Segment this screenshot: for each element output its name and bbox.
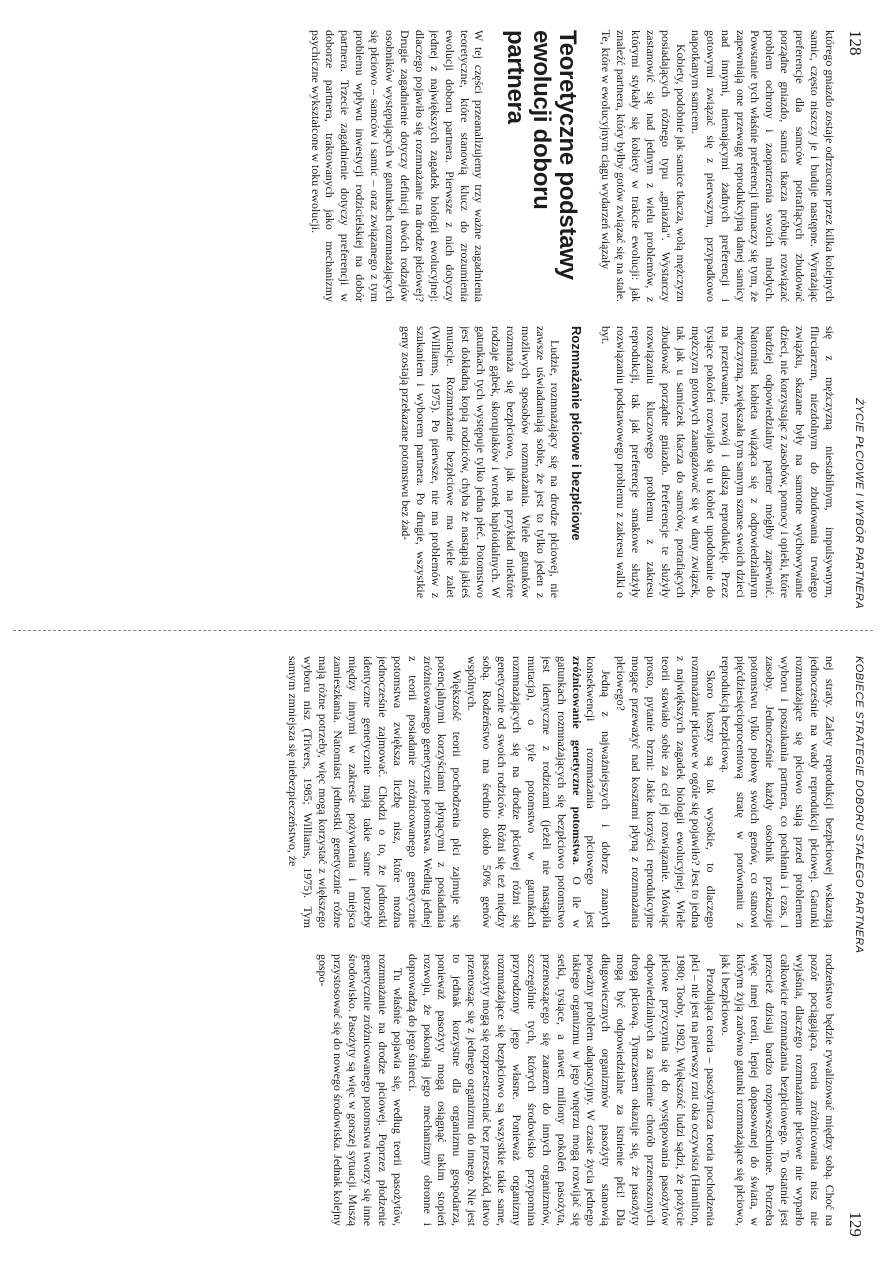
paragraph: się z mężczyzną niestabilnym, impulsywnym, flirciarzem, niezdolnym do zbudowania trwałego związku, skazane były na samotne wychowywanie dzieci, nie korzystając z zasobów, pomocy i opieki, które bardziej odpowiedzialny partner mógłby zapewnić. Natomiast kobieta wiążąca się z odpowiedzialnym mężczyzną, zwiększała tym samym szanse swoich dzieci na przetrwanie, rozwój i dalszą reprodukcję. Przez tysiące pokoleń rozwijało się u kobiet upodobanie do mężczyzn gotowych zaangażować się w dany związek, tak jak u samiczek tkacza do samców, potrafiących zbudować porządne gniazdo. Preferencje te służyły rozwiązaniu kluczowego problemu z zakresu reprodukcji, tak jak preferencje smakowe służyły rozwiązaniu podstawowego problemu z zakresu walki o byt.	[599, 326, 837, 598]
running-head: KOBIECE STRATEGIE DOBORU STAŁEGO PARTNERA	[853, 656, 865, 954]
spine-divider	[13, 630, 873, 631]
paragraph: Większość teorii pochodzenia płci zajmuje się potencjalnymi korzyściami płynącymi z posiadania zróżnicowanego genetycznie potomstwa. Według jednej z teorii posiadanie zróżnicowanego genetycznie potomstwa zwiększa liczbę nisz, które można jednocześnie zajmować. Chodzi o to, że jednostki identyczne genetycznie mają takie same potrzeby między innymi w zakresie pożywienia i miejsca zamieszkania. Natomiast jednostki genetycznie różne mają różne potrzeby, więc mogą korzystać z większego wyboru nisz (Trivers, 1985; Williams, 1975). Tym samym zmniejsza się niebezpieczeństwo, że	[286, 656, 465, 928]
text-run: . O ile w gatunkach rozmnażających się bezpłciowo potomstwo jest identyczne z rodzicami (jeżeli nie nastąpiła mutacja), o tyle potomstwo w gatunkach rozmnażających się na drodze płciowej różni się genetycznie od swoich rodziców. Różni się też między sobą. Rodzeństwo ma średnio około 50% genów wspólnych.	[465, 656, 584, 928]
paragraph: nej straty. Zalety reprodukcji bezpłciowej wskazują jednocześnie na wady reprodukcji płciowej. Gatunki rozmnażające się płciowo stają przed problemem wyboru i poszukania partnera, co pochłania i czas, i zasoby. Jednocześnie każdy osobnik przekazuje potomstwu tylko połowę swoich genów, co stanowi pięćdziesięcioprocentową stratę w porównaniu z reprodukcją bezpłciową.	[718, 656, 837, 928]
paragraph: rodzeństwo będzie rywalizować między sobą. Choć na pozór pociągająca, teoria zróżnicowania nisz nie wyjaśnia, dlaczego rozmnażanie płciowe nie wyparło całkowicie rozmnażania bezpłciowego. To ostatnie jest przecież dzisiaj bardzo rozpowszechnione. Potrzeba więc innej teorii, lepiej dopasowanej do świata, w którym żyją zarówno gatunki rozmnażające się płciowo, jak i bezpłciowo.	[718, 954, 837, 1226]
paragraph: Skoro koszty są tak wysokie, to dlaczego rozmnażanie płciowe w ogóle się pojawiło? Jest to jedna z największych zagadek biologii ewolucyjnej. Wiele teorii stawiało sobie za cel jej rozwiązanie. Mówiąc prosto, pytanie brzmi: Jakie korzyści reprodukcyjne mogące przeważyć nad kosztami płyną z rozmnażania płciowego?	[614, 656, 718, 928]
paragraph: Tu właśnie pojawia się, według teorii pasożytów, rozmnażanie na drodze płciowej. Poprzez płodzenie genetycznie zróżnicowanego potomstwa tworzy się inne środowisko. Pasożyty są więc w gorszej sytuacji. Muszą przystosować się do nowego środowiska. Jednak kolejny gospo-	[316, 954, 405, 1226]
page-number: 128	[846, 30, 865, 56]
text-run: Jedną z najważniejszych i dobrze znanych konsekwencji rozmnażania płciowego jest	[584, 656, 614, 928]
paragraph: Ludzie, rozmnażający się na drodze płciowej, nie zawsze uświadamiają sobie, że jest to tylko jeden z możliwych sposobów rozmnażania. Wiele gatunków rozmnaża się bezpłciowo, jak na przykład niektóre rodzaje gąbek, skorupiaków i wrotek haploidalnych. W gatunkach tych występuje tylko jedna płeć. Potomstwo jest dokładną kopią rodziców, chyba że nastąpią jakieś mutacje. Rozmnażanie bezpłciowe ma wiele zalet (Williams, 1975). Po pierwsze, nie ma problemów z szukaniem i wyborem partnera. Po drugie, wszystkie geny zostają przekazane potomstwu bez żad-	[399, 326, 563, 598]
text-column-2	[40, 954, 837, 1226]
paragraph: którego gniazdo zostaje odrzucone przez kilka kolejnych samic, często niszczy je i buduje następne. Wyrażając preferencje dla samców potrafiących zbudować porządne gniazdo, samica tkacza próbuje rozwiązać problem ochrony i zaopatrzenia swoich młodych. Powstanie tych właśnie preferencji tłumaczy się tym, że zapewniają one przewagę reprodukcyjną danej samicy nad innymi, niemającymi żadnych preferencji i gotowymi związać się z pierwszym, przypadkowo napotkanym samcem.	[688, 30, 837, 302]
page-number: 129	[846, 1211, 865, 1237]
chapter-title: Teoretyczne podstawy ewolucji doboru partnera	[502, 30, 582, 280]
bold-term: zróżnicowanie genetyczne potomstwa	[569, 656, 584, 863]
text-column-1	[40, 656, 837, 928]
left-page	[0, 0, 893, 631]
text-column-2	[40, 326, 837, 598]
running-head: ŻYCIE PŁCIOWE I WYBÓR PARTNERA	[853, 398, 865, 609]
section-title: Rozmnażanie płciowe i bezpłciowe	[569, 326, 585, 541]
paragraph: W tej części przeanalizujemy trzy ważne zagadnienia teoretyczne, które stanowią klucz do zrozumienia ewolucji doboru partnera. Pierwsze z nich dotyczy jednej z największych zagadek biologii ewolucyjnej: dlaczego pojawiło się rozmnażanie na drodze płciowej? Drugie zagadnienie dotyczy definicji dwóch rodzajów osobników występujących w gatunkach rozmnażających się płciowo – samców i samic – oraz związanego z tym problemu wpływu inwestycji rodzicielskiej na dobór partnera. Trzecie zagadnienie dotyczy preferencji w doborze partnera, traktowanych jako mechanizmy psychiczne wykształcone w toku ewolucji.	[308, 30, 487, 302]
text-column-1	[40, 30, 837, 302]
paragraph: Przodująca teoria – pasożytnicza teoria pochodzenia płci – nie jest na pierwszy rzut oka oczywista (Hamilton, 1980; Tooby, 1982). Większość ludzi sądzi, że pożycie płciowe przyczynia się do występowania pasożytów odpowiedzialnych za istnienie chorób przenoszonych drogą płciową. Tymczasem okazuje się, że pasożyty mogą być odpowiedzialne za istnienie płci! Dla długowiecznych organizmów pasożyty stanowią poważny problem adaptacyjny. W czasie życia jednego takiego organizmu w jego wnętrzu mogą rozwijać się setki, tysiące, a nawet miliony pokoleń pasożyta, przenoszącego się zarazem do innych organizmów, szczególnie tych, których środowisko przypomina przyrodzony jego własne. Ponieważ organizmy rozmnażające się bezpłciowo są wszystkie takie same, pasożyty mogą się rozprzestrzeniać bez przeszkód, łatwo przenosząc się z jednego organizmu do innego. Nie jest to jednak korzystne dla organizmu gospodarza, ponieważ pasożyty mogą osiągnąć takim stopień rozwoju, że pokonają jego mechanizmy obronne i doprowadzą do jego śmierci.	[405, 954, 718, 1226]
right-page	[0, 632, 893, 1263]
paragraph	[464, 656, 613, 928]
paragraph: Kobiety, podobnie jak samice tkacza, wolą mężczyzn posiadających różnego typu „gniazda". Wystarczy zastanowić się nad jednym z wielu problemów, z którymi stykały się kobiety w trakcie ewolucji: jak znaleźć partnera, który byłby gotów związać się na stałe. Te, które w ewolucyjnym ciągu wydarzeń wiązały	[599, 30, 688, 302]
